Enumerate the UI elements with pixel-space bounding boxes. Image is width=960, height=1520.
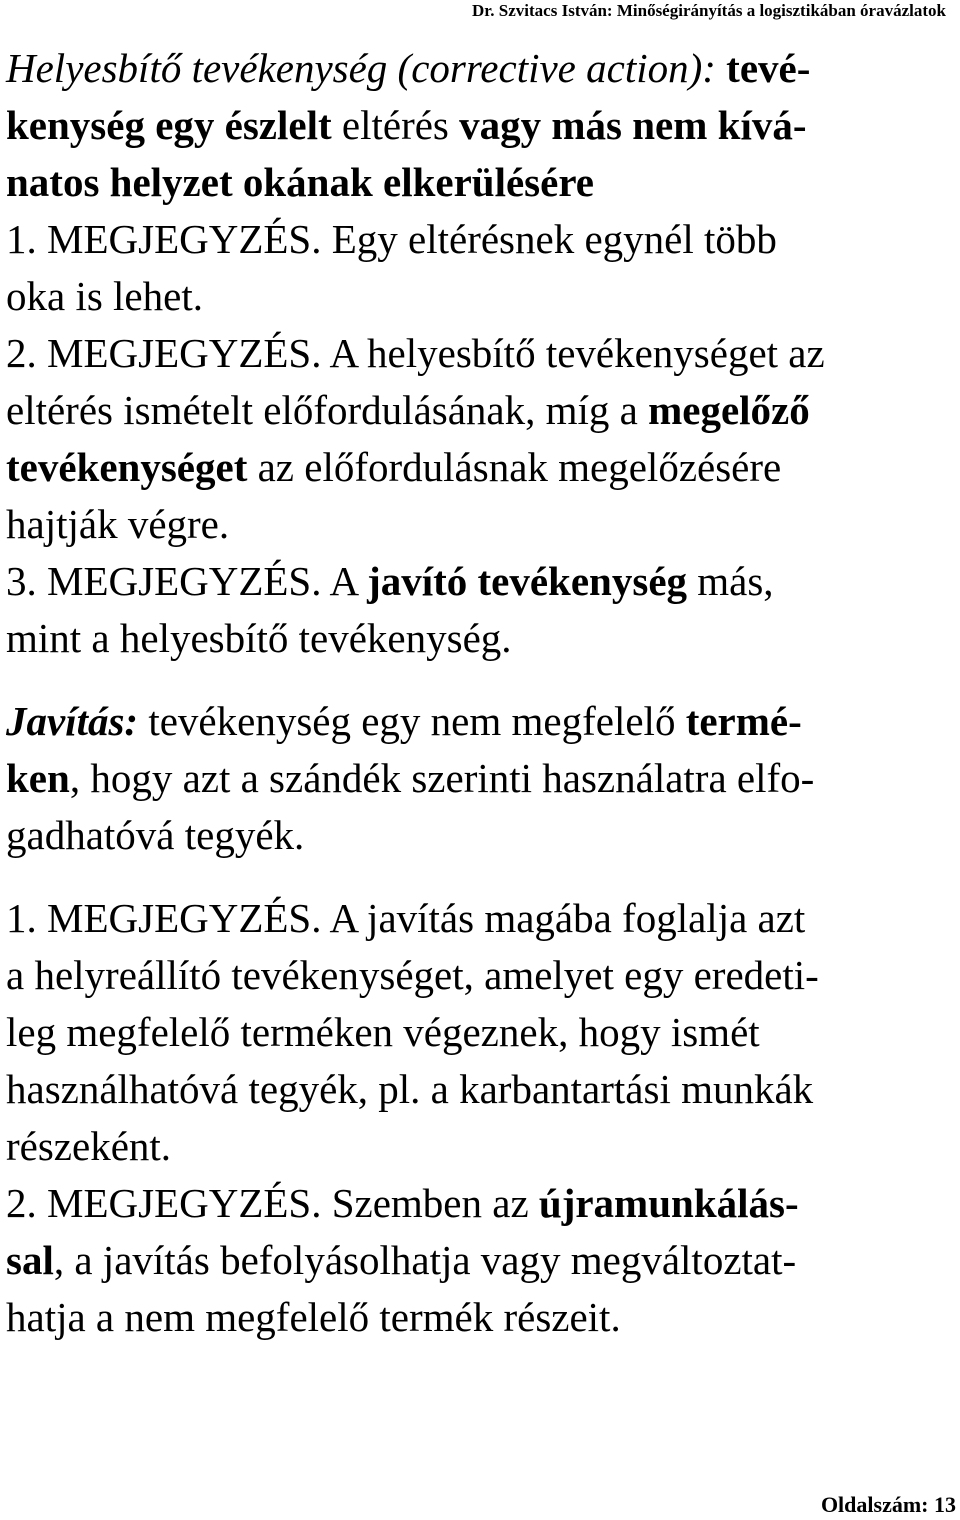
note-line: használhatóvá tegyék, pl. a karbantartási munkák (6, 1066, 814, 1112)
definition-line: kenység egy észlelt eltérés vagy más nem kívá- (6, 102, 807, 148)
note-line: 1. MEGJEGYZÉS. Egy eltérésnek egynél több (6, 216, 777, 262)
notes-corrective-action (6, 211, 956, 667)
term-repair-activity: javító tevékenység (367, 558, 688, 604)
definition-line: natos helyzet okának elkerülésére (6, 159, 594, 205)
note-line: leg megfelelő terméken végeznek, hogy ismét (6, 1009, 760, 1055)
definition-corrective-action (6, 40, 956, 211)
definition-repair (6, 693, 956, 864)
definition-line: Helyesbítő tevékenység (corrective action): tevé- (6, 45, 811, 91)
note-line: oka is lehet. (6, 273, 203, 319)
note-line: hajtják végre. (6, 501, 230, 547)
term-rework: újramunkálás- (538, 1180, 799, 1226)
note-line: tevékenységet az előfordulásnak megelőzésére (6, 444, 782, 490)
page-number: Oldalszám: 13 (820, 1492, 956, 1517)
note-line: hatja a nem megfelelő termék részeit. (6, 1294, 621, 1340)
note-line: sal, a javítás befolyásolhatja vagy megváltoztat- (6, 1237, 797, 1283)
note-line: eltérés ismételt előfordulásának, míg a megelőző (6, 387, 810, 433)
note-line: 3. MEGJEGYZÉS. A javító tevékenység más, (6, 558, 774, 604)
term-repair: Javítás: (6, 698, 139, 744)
note-line: 2. MEGJEGYZÉS. A helyesbítő tevékenységet az (6, 330, 825, 376)
page-header: Dr. Szvitacs István: Minőségirányítás a logisztikában óravázlatok (472, 1, 946, 20)
term-corrective-action: Helyesbítő tevékenység (corrective action): (6, 45, 716, 91)
note-line: 2. MEGJEGYZÉS. Szemben az újramunkálás- (6, 1180, 799, 1226)
term-preventive: megelőző (648, 387, 810, 433)
definition-line: Javítás: tevékenység egy nem megfelelő termé- (6, 698, 802, 744)
note-line: 1. MEGJEGYZÉS. A javítás magába foglalja azt (6, 895, 806, 941)
notes-repair (6, 890, 956, 1346)
note-line: a helyreállító tevékenységet, amelyet egy eredeti- (6, 952, 819, 998)
note-line: mint a helyesbítő tevékenység. (6, 615, 512, 661)
definition-line: gadhatóvá tegyék. (6, 812, 305, 858)
document-body (6, 40, 956, 1346)
definition-line: ken, hogy azt a szándék szerinti használatra elfo- (6, 755, 815, 801)
note-line: részeként. (6, 1123, 172, 1169)
